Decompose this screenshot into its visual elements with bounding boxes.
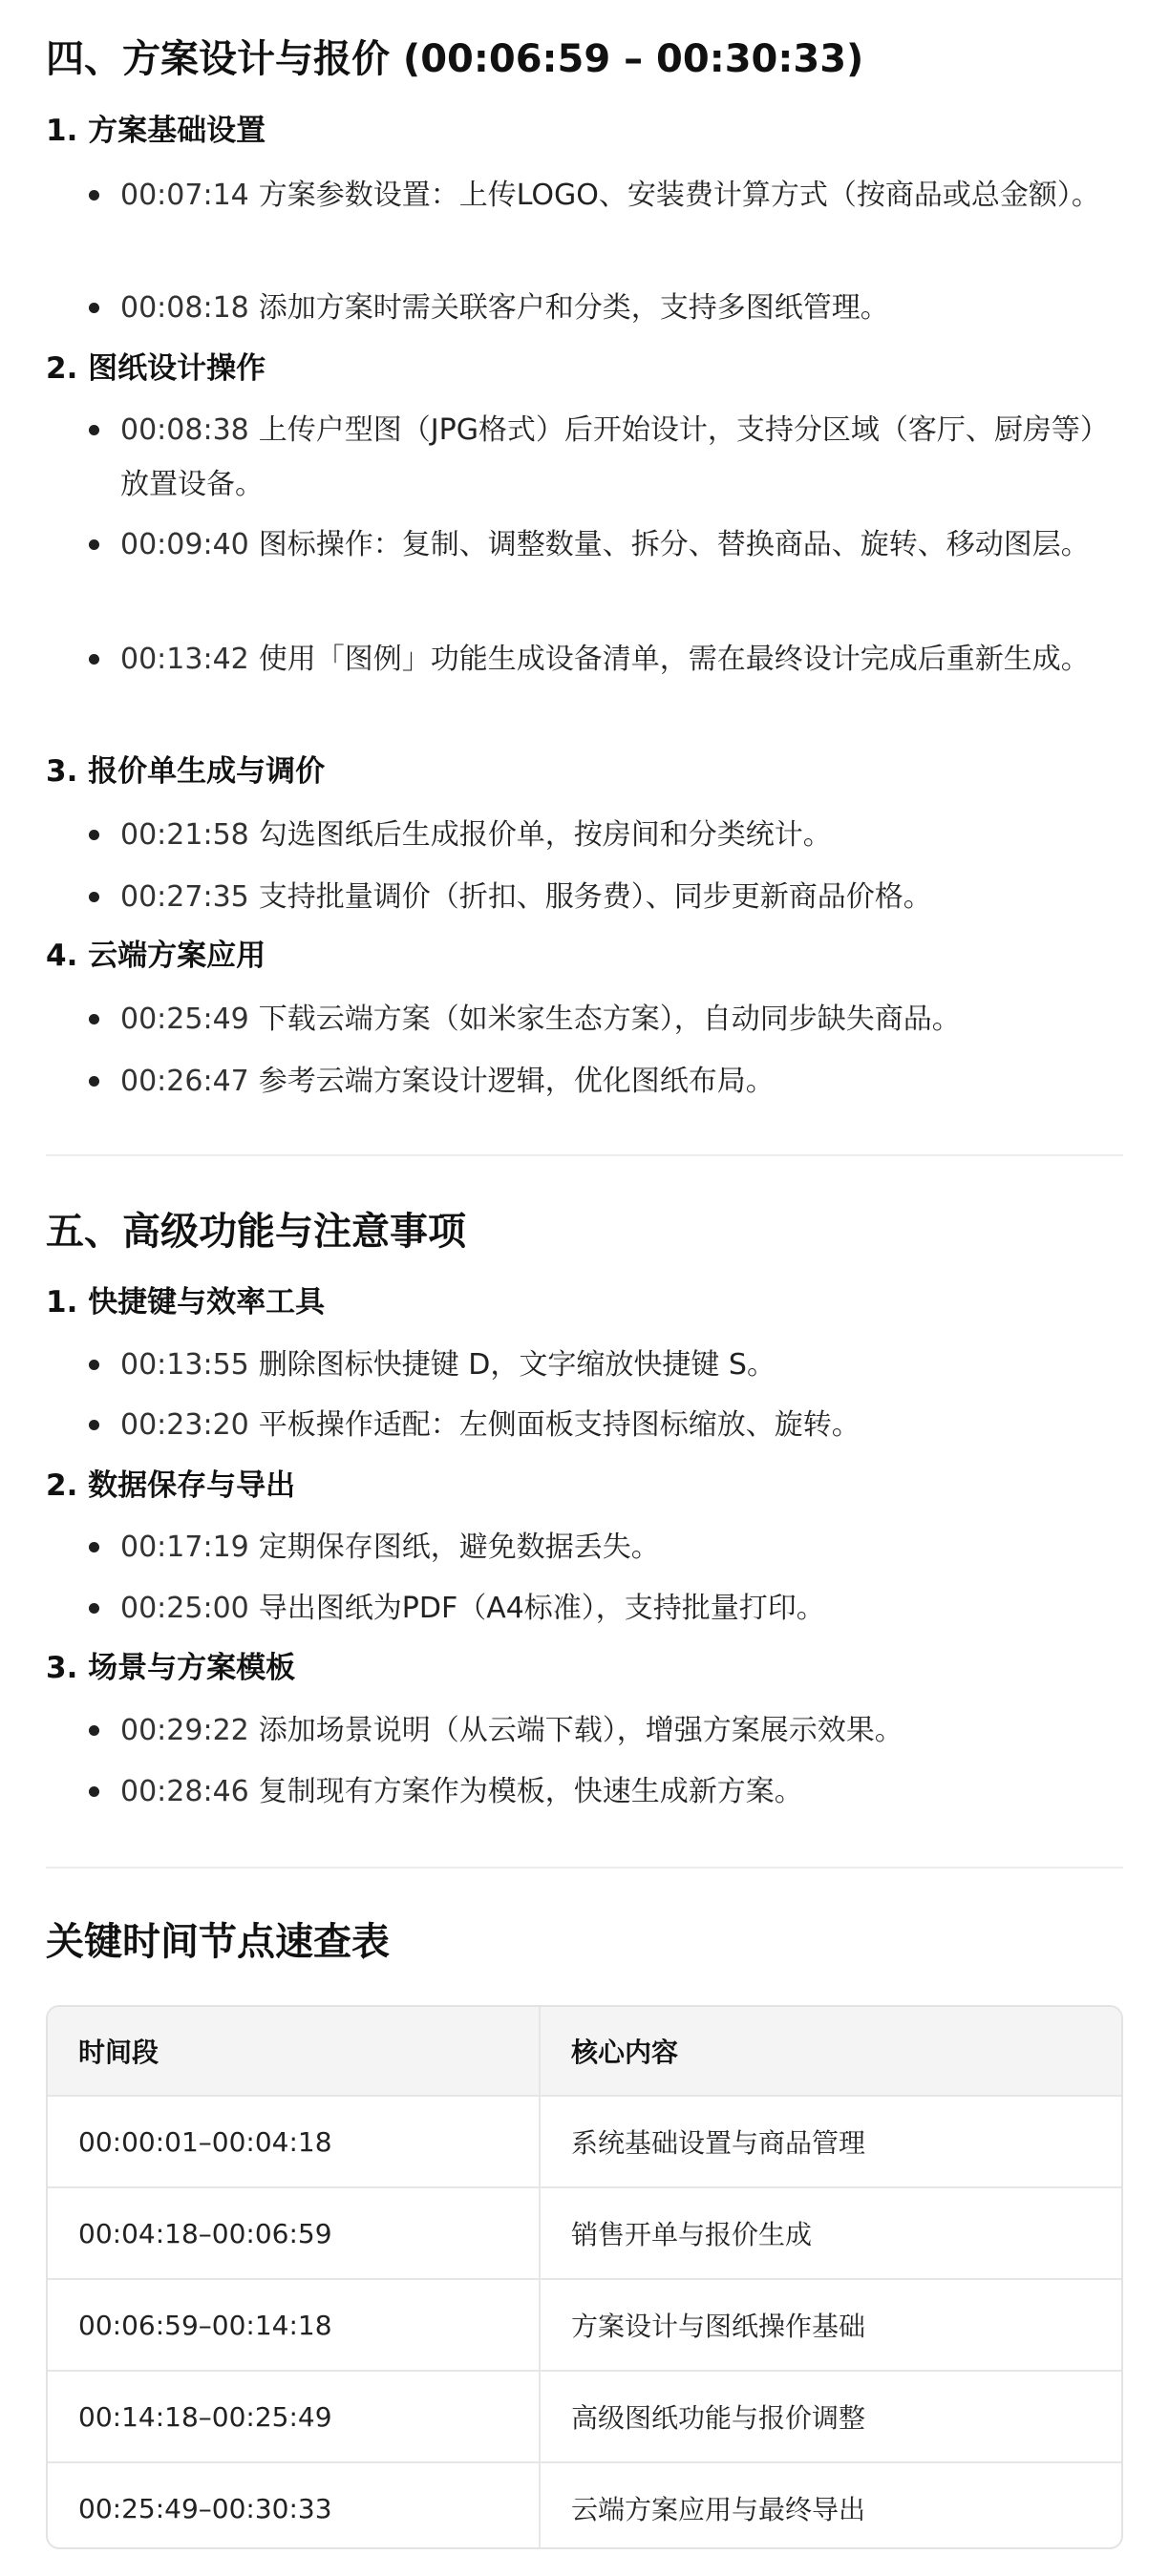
table-cell-time: 00:06:59–00:14:18 (48, 2279, 540, 2371)
timestamp: 00:23:20 (120, 1408, 249, 1442)
bullet-dot-icon (89, 1014, 99, 1024)
section-4-group-2-title: 2. 图纸设计操作 (46, 351, 266, 386)
timestamp: 00:25:00 (120, 1592, 249, 1625)
list-item-text: 添加场景说明（从云端下载），增强方案展示效果。 (258, 1714, 903, 1747)
list-item-text: 下载云端方案（如米家生态方案），自动同步缺失商品。 (258, 1003, 961, 1036)
section-5-group-2-title: 2. 数据保存与导出 (46, 1468, 296, 1503)
timestamp: 00:17:19 (120, 1531, 249, 1564)
list-item (120, 403, 1114, 512)
list-item-text: 参考云端方案设计逻辑，优化图纸布局。 (258, 1065, 775, 1098)
list-item-text: 复制现有方案作为模板，快速生成新方案。 (258, 1775, 803, 1808)
section-divider (46, 1867, 1123, 1869)
table-row (48, 2187, 1121, 2279)
list-item (120, 632, 1114, 686)
section-5-group-1-title: 1. 快捷键与效率工具 (46, 1285, 326, 1320)
section-4-title: 四、方案设计与报价 (00:06:59 – 00:30:33) (46, 37, 864, 81)
table-cell-content: 系统基础设置与商品管理 (540, 2096, 1121, 2187)
bullet-dot-icon (89, 1360, 99, 1370)
table-cell-content: 方案设计与图纸操作基础 (540, 2279, 1121, 2371)
timestamp: 00:09:40 (120, 528, 249, 561)
list-item (120, 1703, 1114, 1758)
list-item (120, 1398, 1114, 1452)
list-item (120, 1054, 1114, 1109)
section-divider (46, 1154, 1123, 1156)
bullet-dot-icon (89, 303, 99, 313)
list-item (120, 1581, 1114, 1636)
list-item (120, 1764, 1114, 1819)
list-item-text: 支持批量调价（折扣、服务费）、同步更新商品价格。 (258, 880, 932, 914)
table-row (48, 2096, 1121, 2187)
list-item (120, 808, 1114, 862)
list-item (120, 992, 1114, 1046)
list-item (120, 1338, 1114, 1392)
bullet-dot-icon (89, 1542, 99, 1552)
column-header-time: 时间段 (48, 2007, 540, 2096)
list-item-text: 添加方案时需关联客户和分类，支持多图纸管理。 (258, 291, 889, 325)
list-item-text: 定期保存图纸，避免数据丢失。 (258, 1531, 660, 1564)
section-4-group-1-title: 1. 方案基础设置 (46, 114, 266, 148)
list-item-text: 导出图纸为PDF（A4标准），支持批量打印。 (258, 1592, 825, 1625)
timestamp: 00:27:35 (120, 880, 249, 914)
table-title: 关键时间节点速查表 (46, 1920, 390, 1964)
column-header-content: 核心内容 (540, 2007, 1121, 2096)
table-cell-content: 云端方案应用与最终导出 (571, 2494, 866, 2525)
table-row (48, 2371, 1121, 2462)
bullet-dot-icon (89, 1076, 99, 1087)
bullet-dot-icon (89, 830, 99, 840)
list-item (120, 1520, 1114, 1574)
table-header-row (48, 2007, 1121, 2096)
timestamp: 00:26:47 (120, 1065, 249, 1098)
bullet-dot-icon (89, 190, 99, 201)
list-item-text: 图标操作：复制、调整数量、拆分、替换商品、旋转、移动图层。 (258, 528, 1090, 561)
section-4-group-3-title: 3. 报价单生成与调价 (46, 754, 326, 789)
table-row (48, 2462, 1121, 2549)
section-5-title: 五、高级功能与注意事项 (46, 1210, 466, 1254)
timestamp: 00:07:14 (120, 179, 249, 212)
bullet-dot-icon (89, 654, 99, 665)
timestamp: 00:13:42 (120, 643, 249, 676)
bullet-dot-icon (89, 425, 99, 435)
timestamp: 00:25:49 (120, 1003, 249, 1036)
table-cell-content: 高级图纸功能与报价调整 (540, 2371, 1121, 2462)
list-item (120, 168, 1114, 222)
list-item-text: 使用「图例」功能生成设备清单，需在最终设计完成后重新生成。 (258, 643, 1090, 676)
list-item (120, 517, 1114, 572)
bullet-dot-icon (89, 1725, 99, 1736)
table-cell-time: 00:14:18–00:25:49 (48, 2371, 540, 2462)
table-cell-content: 销售开单与报价生成 (540, 2187, 1121, 2279)
timestamp: 00:08:38 (120, 413, 249, 447)
bullet-dot-icon (89, 1786, 99, 1797)
table-cell-time: 00:00:01–00:04:18 (48, 2096, 540, 2187)
list-item (120, 281, 1114, 335)
timeline-table (46, 2005, 1123, 2549)
list-item-text: 平板操作适配：左侧面板支持图标缩放、旋转。 (258, 1408, 861, 1442)
table-cell-time: 00:25:49–00:30:33 (48, 2462, 540, 2549)
list-item-text: 删除图标快捷键 D，文字缩放快捷键 S。 (258, 1348, 776, 1382)
bullet-dot-icon (89, 1603, 99, 1614)
section-5-group-3-title: 3. 场景与方案模板 (46, 1651, 296, 1685)
list-item (120, 870, 1114, 924)
bullet-dot-icon (89, 892, 99, 902)
timestamp: 00:29:22 (120, 1714, 249, 1747)
timestamp: 00:13:55 (120, 1348, 249, 1382)
timestamp: 00:21:58 (120, 818, 249, 852)
list-item-text: 方案参数设置：上传LOGO、安装费计算方式（按商品或总金额）。 (258, 179, 1100, 212)
table-cell-time: 00:04:18–00:06:59 (48, 2187, 540, 2279)
bullet-dot-icon (89, 539, 99, 550)
list-item-text: 上传户型图（JPG格式）后开始设计，支持分区域（客厅、厨房等）放置设备。 (120, 413, 1109, 501)
list-item-text: 勾选图纸后生成报价单，按房间和分类统计。 (258, 818, 832, 852)
table-row (48, 2279, 1121, 2371)
section-4-group-4-title: 4. 云端方案应用 (46, 939, 266, 973)
timestamp: 00:28:46 (120, 1775, 249, 1808)
timestamp: 00:08:18 (120, 291, 249, 325)
bullet-dot-icon (89, 1420, 99, 1430)
